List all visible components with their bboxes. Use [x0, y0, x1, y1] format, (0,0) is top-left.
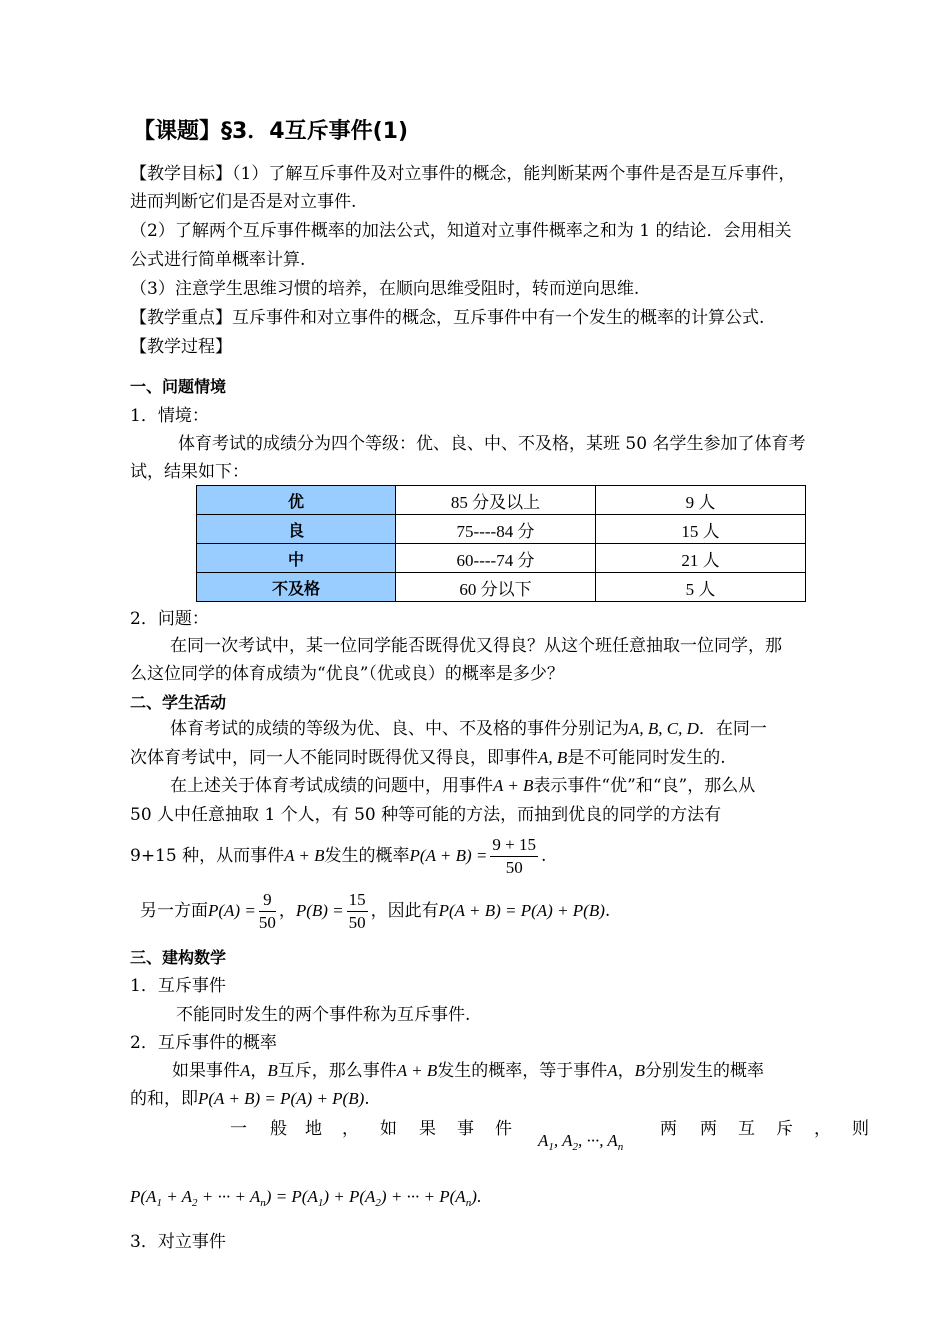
section-1-heading: 一、问题情境 [130, 377, 227, 396]
section-3-heading: 三、建构数学 [130, 948, 227, 967]
section-2-heading: 二、学生活动 [130, 693, 227, 712]
table-row [197, 544, 806, 573]
spread-char: 则 [852, 1119, 869, 1139]
fraction [347, 889, 368, 934]
fraction-numerator: 9 + 15 [490, 834, 538, 857]
math-event-list: $A_1$, $A_2$, ···, $A_n$ [538, 1131, 624, 1153]
fraction-denominator: 50 [505, 858, 523, 877]
text-span: 互斥，那么事件 [277, 1061, 397, 1081]
probability-line-1 [172, 1060, 764, 1082]
math-event: B [634, 1061, 645, 1080]
text-span: 如果事件 [172, 1061, 240, 1081]
text-span: 分别发生的概率 [645, 1061, 764, 1081]
activity-line-3 [170, 775, 755, 797]
math-events: A, B [538, 748, 568, 767]
goals-line-1: 【教学目标】（1）了解互斥事件及对立事件的概念，能判断某两个事件是否是互斥事件， [130, 164, 796, 184]
text-span: ， [617, 1061, 635, 1081]
grade-cell: 不及格 [197, 573, 396, 602]
range-cell: 85 分及以上 [396, 486, 596, 515]
text-span: . [364, 1089, 370, 1109]
question-line-1: 在同一次考试中，某一位同学能否既得优又得良？从这个班任意抽取一位同学，那 [170, 636, 782, 656]
text-span: 另一方面 [140, 901, 208, 921]
page-title: 【课题】§3．4互斥事件(1) [133, 119, 409, 144]
text-span: ， [278, 901, 296, 921]
grades-table [196, 485, 806, 602]
key-points: 【教学重点】互斥事件和对立事件的概念，互斥事件中有一个发生的概率的计算公式. [130, 308, 765, 328]
text-span: ，因此有 [370, 901, 439, 921]
text-span: 是不可能同时发生的. [567, 748, 726, 768]
text-span: 发生的概率，等于事件 [437, 1061, 608, 1081]
section-1-item-1: 1．情境： [130, 406, 209, 426]
goals-line-4: 公式进行简单概率计算. [130, 250, 306, 270]
math-addition-formula: P(A + B) = P(A) + P(B) [438, 901, 605, 920]
text-span: ， [250, 1061, 268, 1081]
fraction-numerator: 15 [347, 889, 368, 912]
spread-char: 一 [230, 1119, 247, 1139]
text-span: 次体育考试中，同一人不能同时既得优又得良，即事件 [130, 748, 538, 768]
activity-line-5 [130, 834, 546, 879]
text-span: 发生的概率 [324, 846, 410, 866]
goals-line-3: （2）了解两个互斥事件概率的加法公式，知道对立事件概率之和为 1 的结论．会用相关 [130, 221, 792, 241]
count-cell: 21 人 [596, 544, 806, 573]
math-event-sum: A + B [284, 846, 325, 865]
section-3-item-1: 1．互斥事件 [130, 976, 226, 996]
fraction [259, 889, 276, 934]
math-events: A, B, C, D [629, 719, 699, 738]
math-event-sum: A + B [493, 776, 534, 795]
text-span: . [604, 901, 611, 921]
math-event-sum: A + B [396, 1061, 438, 1080]
process-heading: 【教学过程】 [130, 337, 232, 357]
math-probability: P(B) = [295, 901, 344, 920]
count-cell: 5 人 [596, 573, 806, 602]
spread-char: 地 [305, 1119, 322, 1139]
section-3-item-3: 3．对立事件 [130, 1232, 226, 1252]
fraction-numerator: 9 [259, 889, 276, 912]
range-cell: 75----84 分 [396, 515, 596, 544]
goals-line-2: 进而判断它们是否是对立事件. [130, 192, 357, 212]
scenario-para-line-2: 试，结果如下： [130, 462, 249, 482]
spread-char: 两 [700, 1119, 717, 1139]
spread-char: 两 [660, 1119, 677, 1139]
probability-line-2 [130, 1088, 370, 1110]
fraction-denominator: 50 [258, 913, 276, 932]
math-probability: P(A + B) = [409, 846, 488, 865]
grade-cell: 优 [197, 486, 396, 515]
activity-line-2 [130, 747, 726, 769]
fraction-denominator: 50 [348, 913, 366, 932]
spread-char: 件 [495, 1119, 512, 1139]
spread-char: 斥 [776, 1119, 793, 1139]
spread-char: ， [814, 1119, 831, 1139]
table-row [197, 486, 806, 515]
section-3-item-2: 2．互斥事件的概率 [130, 1033, 277, 1053]
text-span: 表示事件“优”和“良”，那么从 [533, 776, 756, 796]
text-span: . [476, 1187, 482, 1206]
general-addition-formula: $P(A_1 + A_2$ + ··· + $A_n) = P(A_1) + P(A_2)$ + ··· + $P(A_n)$. [130, 1187, 482, 1209]
goals-line-5: （3）注意学生思维习惯的培养，在顺向思维受阻时，转而逆向思维. [130, 279, 640, 299]
text-span: 在上述关于体育考试成绩的问题中，用事件 [170, 776, 493, 796]
spread-char: 互 [738, 1119, 755, 1139]
text-span: ．在同一 [698, 719, 767, 739]
activity-line-6 [140, 889, 610, 934]
table-row [197, 573, 806, 602]
range-cell: 60 分以下 [396, 573, 596, 602]
text-span: . [541, 846, 547, 866]
math-probability: P(A) = [208, 901, 256, 920]
grade-cell: 良 [197, 515, 396, 544]
question-line-2: 么这位同学的体育成绩为“优良”（优或良）的概率是多少？ [130, 664, 564, 684]
scenario-para-line-1: 体育考试的成绩分为四个等级：优、良、中、不及格，某班 50 名学生参加了体育考 [178, 434, 806, 454]
spread-char: 般 [270, 1119, 287, 1139]
range-cell: 60----74 分 [396, 544, 596, 573]
text-span: 9+15 种，从而事件 [130, 846, 285, 866]
spread-char: 果 [419, 1119, 436, 1139]
spread-char: ， [342, 1119, 359, 1139]
text-span: 的和，即 [130, 1089, 198, 1109]
count-cell: 9 人 [596, 486, 806, 515]
spread-char: 如 [380, 1119, 397, 1139]
section-1-item-2: 2．问题： [130, 609, 209, 629]
text-span: 体育考试的成绩的等级为优、良、中、不及格的事件分别记为 [170, 719, 629, 739]
activity-line-1 [170, 718, 767, 740]
spread-char: 事 [457, 1119, 474, 1139]
math-event: A [607, 1061, 618, 1080]
mutual-exclusion-definition: 不能同时发生的两个事件称为互斥事件. [176, 1005, 471, 1025]
math-event: A [240, 1061, 251, 1080]
math-event: B [267, 1061, 278, 1080]
activity-line-4: 50 人中任意抽取 1 个人，有 50 种等可能的方法，而抽到优良的同学的方法有 [130, 805, 722, 825]
count-cell: 15 人 [596, 515, 806, 544]
math-addition-formula: P(A + B) = P(A) + P(B) [198, 1089, 365, 1108]
grade-cell: 中 [197, 544, 396, 573]
fraction [490, 834, 538, 879]
table-row [197, 515, 806, 544]
